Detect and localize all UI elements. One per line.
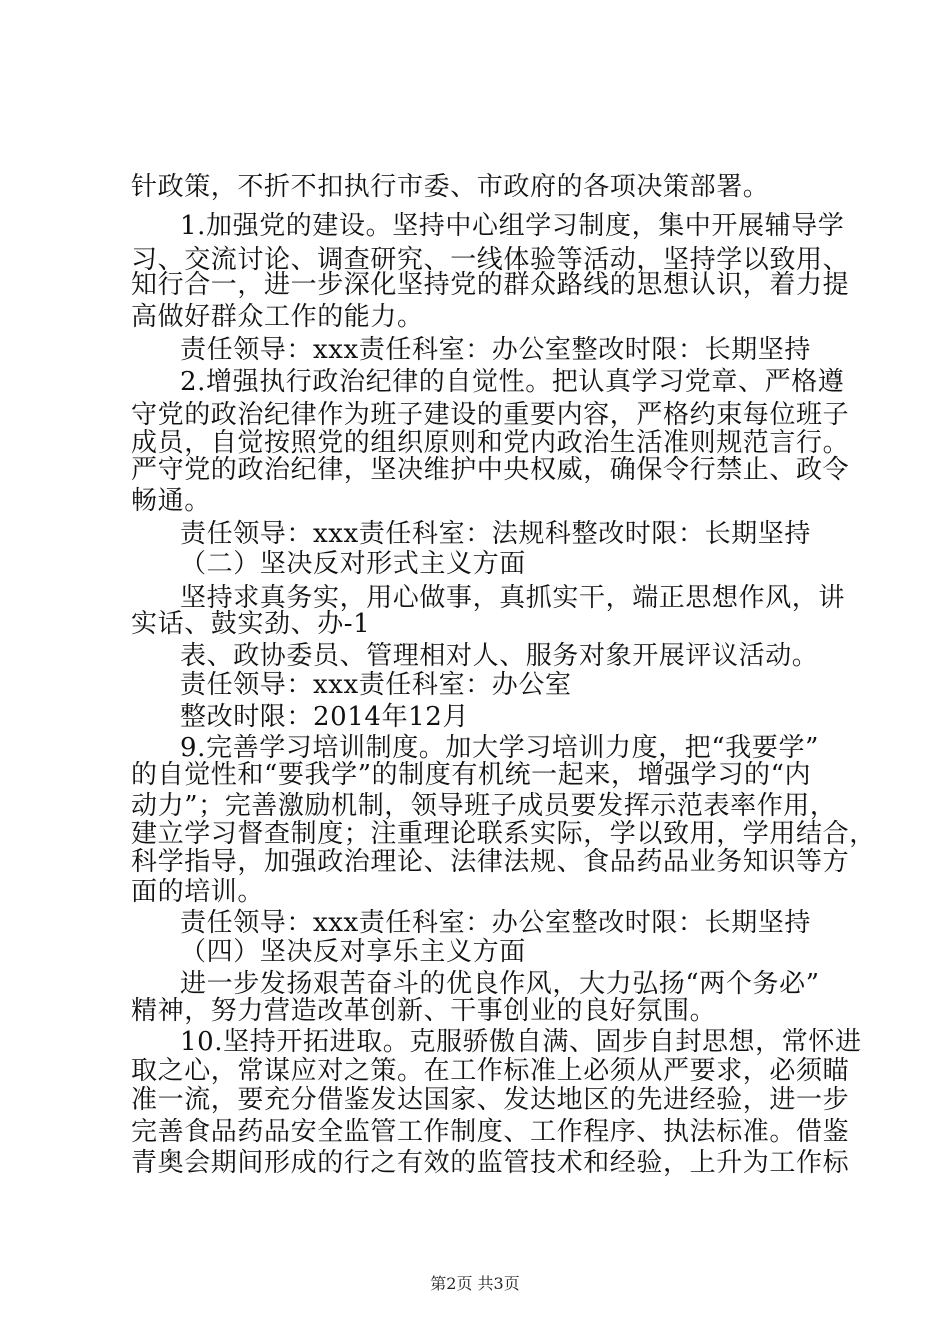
text-line-5: 高做好群众工作的能力。 [131,302,424,332]
text-line-30: 取之心，常谋应对之策。在工作标准上必须从严要求，必须瞄 [131,1056,850,1086]
text-line-21: 动力”；完善激励机制，领导班子成员要发挥示范表率作用， [131,791,837,821]
text-line-6: 责任领导：xxx责任科室：办公室整改时限：长期坚持 [180,335,811,365]
page-number-footer: 第2页 共3页 [430,1274,520,1293]
text-line-32: 完善食品药品安全监管工作制度、工作程序、执法标准。借鉴 [131,1117,850,1147]
text-line-29: 10.坚持开拓进取。克服骄傲自满、固步自封思想，常怀进 [180,1027,862,1057]
text-line-9: 成员，自觉按照党的组织原则和党内政治生活准则规范言行。 [131,428,850,458]
text-line-11: 畅通。 [131,486,211,516]
text-line-15: 实话、鼓实劲、办-1 [131,609,371,639]
text-line-4: 知行合一，进一步深化坚持党的群众路线的思想认识，着力提 [131,270,850,300]
text-line-17: 责任领导：xxx责任科室：办公室 [180,670,572,700]
text-line-31: 准一流，要充分借鉴发达国家、发达地区的先进经验，进一步 [131,1085,850,1115]
text-line-16: 表、政协委员、管理相对人、服务对象开展评议活动。 [180,641,819,671]
text-line-1: 针政策，不折不扣执行市委、市政府的各项决策部署。 [131,172,770,202]
text-line-20: 的自觉性和“要我学”的制度有机统一起来，增强学习的“内 [131,760,812,790]
text-line-22: 建立学习督查制度；注重理论联系实际，学以致用，学用结合， [131,819,876,849]
text-line-14: 坚持求真务实，用心做事，真抓实干，端正思想作风，讲 [180,583,846,613]
text-line-23: 科学指导，加强政治理论、法律法规、食品药品业务知识等方 [131,847,850,877]
text-line-19: 9.完善学习培训制度。加大学习培训力度，把“我要学” [180,733,819,763]
text-line-18: 整改时限：2014年12月 [180,702,470,732]
text-line-25: 责任领导：xxx责任科室：办公室整改时限：长期坚持 [180,908,811,938]
section-heading-2: （二）坚决反对形式主义方面 [180,549,526,579]
text-line-27: 进一步发扬艰苦奋斗的优良作风，大力弘扬“两个务必” [180,969,820,999]
text-line-10: 严守党的政治纪律，坚决维护中央权威，确保令行禁止、政令 [131,455,850,485]
text-line-33: 青奥会期间形成的行之有效的监管技术和经验，上升为工作标 [131,1148,850,1178]
text-line-28: 精神，努力营造改革创新、干事创业的良好氛围。 [131,996,717,1026]
text-line-24: 面的培训。 [131,877,265,907]
section-heading-4: （四）坚决反对享乐主义方面 [180,937,526,967]
text-line-2: 1.加强党的建设。坚持中心组学习制度，集中开展辅导学 [180,211,845,241]
text-line-12: 责任领导：xxx责任科室：法规科整改时限：长期坚持 [180,519,811,549]
text-line-3: 习、交流讨论、调查研究、一线体验等活动，坚持学以致用、 [131,245,850,275]
text-line-7: 2.增强执行政治纪律的自觉性。把认真学习党章、严格遵 [180,367,845,397]
text-line-8: 守党的政治纪律作为班子建设的重要内容，严格约束每位班子 [131,400,850,430]
